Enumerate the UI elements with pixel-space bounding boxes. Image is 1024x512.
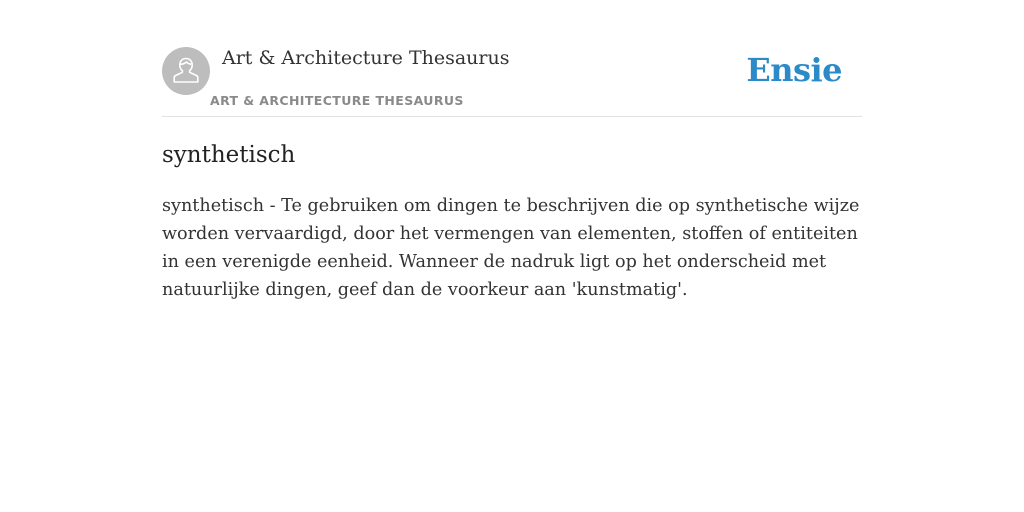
user-silhouette-icon [162, 47, 210, 95]
source-label-link[interactable]: ART & ARCHITECTURE THESAURUS [210, 93, 464, 108]
entry-title: synthetisch [162, 142, 296, 168]
entry-definition: synthetisch - Te gebruiken om dingen te beschrijven die op synthetische wijze worden vervaardigd, door het vermengen van elementen, stoffen of entiteiten in een verenigde eenheid. Wanneer de nadruk ligt op het onderscheid met natuurlijke dingen, geef dan de voorkeur aan 'kunstmatig'. [162, 196, 860, 300]
author-name-link[interactable]: Art & Architecture Thesaurus [222, 47, 510, 69]
author-avatar[interactable] [162, 47, 210, 95]
page-header [162, 0, 862, 117]
ensie-logo[interactable]: Ensie [746, 51, 842, 89]
